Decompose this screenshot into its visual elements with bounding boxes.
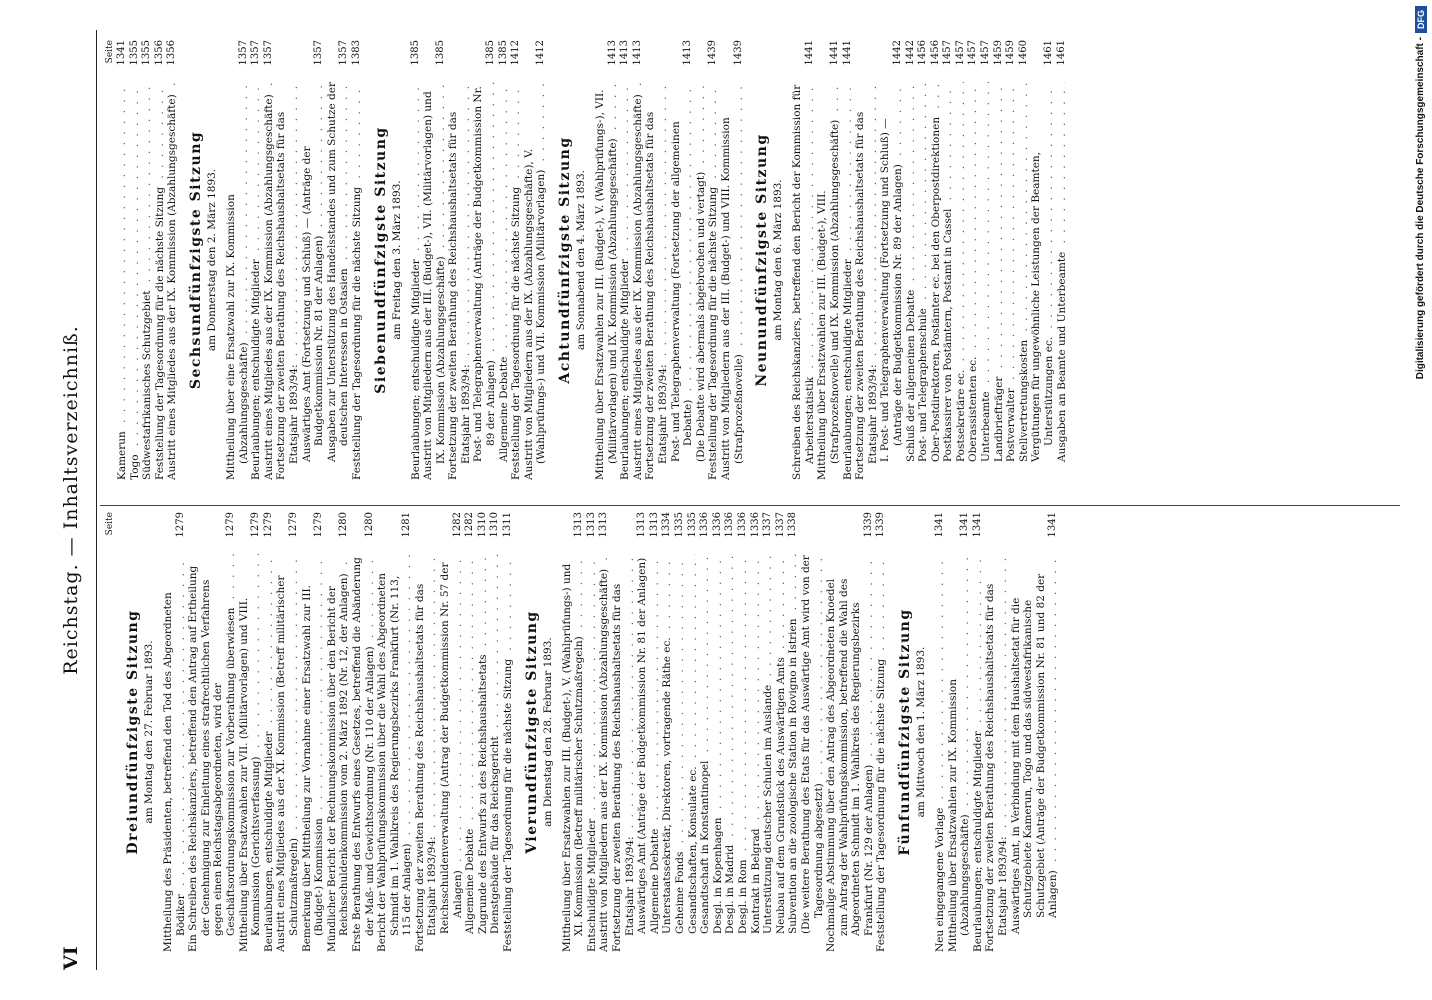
toc-entry: [439, 512, 464, 952]
toc-entry-text: Vergütungen für ungewöhnliche Leistungen der Beamten, Unterstützungen ec.: [1030, 151, 1056, 462]
toc-entry-text: Unterstaatssekretär, Direktoren, vortragende Räthe ec.: [661, 634, 673, 934]
toc-entry: [1018, 40, 1031, 480]
session-date: am Montag den 6. März 1893.: [772, 179, 785, 341]
toc-entry: [879, 40, 904, 480]
toc-entry-page: 1341: [116, 40, 127, 66]
toc-entry-page: 1355: [128, 40, 140, 66]
toc-entry-page: 1457: [967, 40, 979, 66]
toc-entry: [472, 40, 497, 480]
toc-entry-page: 1385: [497, 40, 509, 66]
toc-entry-page: 1279: [174, 512, 186, 538]
session-heading: [753, 40, 785, 480]
toc-entry: [707, 40, 720, 480]
toc-entry: [695, 40, 708, 480]
toc-entry-page: 1313: [648, 512, 660, 538]
toc-entry: [1010, 512, 1060, 952]
toc-entry-page: 1310: [489, 512, 501, 538]
toc-entry: [737, 512, 750, 952]
toc-entry: [875, 512, 888, 952]
toc-entry: [791, 40, 816, 480]
toc-entry: [414, 512, 439, 952]
seite-label: Seite: [105, 512, 115, 536]
toc-entry-text: Neubau auf dem Grundstück des Auswärtigen Amts: [775, 654, 787, 934]
toc-entry-page: 1413: [606, 40, 618, 66]
toc-entry: [934, 512, 947, 952]
toc-entry-text: Unterbeamte: [980, 388, 992, 462]
toc-entry-page: 1313: [585, 512, 597, 538]
toc-entry-page: 1280: [363, 512, 375, 538]
toc-entry-page: 1279: [287, 512, 299, 538]
column-divider: [100, 505, 1400, 506]
toc-entry-page: 1356: [153, 40, 165, 66]
toc-entry: [644, 40, 669, 480]
toc-entry: [649, 512, 662, 952]
toc-entry-text: Mittheilung des Präsidenten, betreffend den Tod des Abgeordneten Bödiker: [162, 592, 187, 952]
toc-entry-page: 1341: [934, 512, 946, 538]
toc-entry-page: 1279: [262, 512, 274, 538]
session-date: am Donnerstag den 2. März 1893.: [205, 168, 218, 352]
toc-entry-page: 1310: [476, 512, 488, 538]
toc-entry-text: Mittheilung über Ersatzwahlen zur IX. Kommission (Abzahlungsgeschäfte): [946, 679, 972, 952]
toc-entry: [842, 40, 855, 480]
session-title: Dreiundfünfzigste Sitzung: [125, 609, 141, 855]
page-number: VI: [60, 946, 82, 970]
toc-entry: [636, 512, 649, 952]
toc-entry-text: Mündlicher Bericht der Rechnungskommission über den Bericht der Reichsschuldenkommission vom 2. März 1892 (Nr. 12, der Anlagen): [326, 570, 351, 952]
toc-entry-text: Neu eingegangene Vorlage: [934, 805, 946, 952]
toc-entry-text: Postkassirer von Postämtern, Postamt in Cassel: [942, 206, 954, 462]
toc-entry-text: Desgl. in Rom: [737, 857, 749, 934]
dfg-footer: [1409, 0, 1432, 1000]
toc-entry-page: 1442: [904, 40, 916, 66]
toc-entry: [263, 512, 276, 952]
toc-entry: [263, 40, 276, 480]
toc-entry-page: 1341: [971, 512, 983, 538]
toc-entry: [510, 40, 523, 480]
toc-entry-page: 1280: [338, 512, 350, 538]
toc-entry: [187, 512, 237, 952]
toc-entry: [410, 40, 423, 480]
toc-entry-text: Landbriefträger: [993, 374, 1005, 462]
toc-entry-text: Beurlaubungen; entschuldigte Mitglieder: [250, 256, 262, 480]
toc-entry-page: 1439: [732, 40, 744, 66]
toc-entry-text: Fortsetzung der zweiten Berathung des Reichshaushaltsetats für das Etatsjahr 1893/94:: [644, 111, 669, 480]
toc-entry-page: 1456: [917, 40, 929, 66]
header-rule: [96, 30, 97, 970]
toc-entry-page: 1385: [434, 40, 446, 66]
toc-entry-text: Austritt von Mitgliedern aus der III. (Budget-) und VIII. Kommission (Strafprozeßnovelle): [719, 117, 745, 480]
toc-entry: [775, 512, 788, 952]
toc-entry-text: Austritt eines Mitgliedes aus der XI. Kommission (Betreff militärischer Schutzmaßregeln): [275, 575, 300, 952]
toc-entry-text: Mittheilung über Ersatzwahlen zur III. (Budget-), V. (Wahlprüfungs-) und XI. Kommission (Betreff militärischer Schutzmaßregeln): [560, 563, 586, 952]
toc-entry: [351, 512, 376, 952]
session-heading: [896, 512, 928, 952]
toc-entry-text: Allgemeine Debatte: [464, 826, 476, 934]
toc-entry: [1005, 40, 1018, 480]
toc-entry-page: 1385: [485, 40, 497, 66]
toc-entry: [917, 40, 930, 480]
toc-entry-page: 1337: [774, 512, 786, 538]
toc-entry-text: Beurlaubungen; entschuldigte Mitglieder: [619, 256, 631, 480]
toc-entry-text: Feststellung der Tagesordnung für die nächste Sitzung: [502, 656, 514, 952]
toc-entry: [905, 40, 918, 480]
toc-entry-page: 1311: [502, 512, 514, 538]
toc-entry: [464, 512, 477, 952]
toc-entry: [674, 512, 687, 952]
toc-entry-text: Gesandtschaft in Konstantinopel: [699, 758, 711, 934]
toc-entry-text: Mittheilung über eine Ersatzwahl zur IX. Kommission (Abzahlungsgeschäfte): [224, 194, 250, 480]
toc-entry-page: 1457: [980, 40, 992, 66]
session-title: Neunundfünfzigste Sitzung: [754, 133, 771, 387]
toc-entry-page: 1335: [673, 512, 685, 538]
toc-entry-page: 1412: [535, 40, 547, 66]
toc-entry: [489, 512, 502, 952]
toc-entry-text: Fortsetzung der zweiten Berathung des Reichshaushaltsetats für das Etatsjahr 1893/94:: [413, 583, 439, 952]
toc-entry: [787, 512, 800, 952]
session-heading: [556, 40, 588, 480]
toc-entry-text: Auswärtiges Amt (Anträge der Budgetkommission Nr. 81 der Anlagen): [636, 555, 648, 934]
toc-entry-page: 1279: [250, 512, 262, 538]
toc-entry-page: 1338: [787, 512, 799, 538]
toc-entry-page: 1337: [762, 512, 774, 538]
toc-entry-page: 1313: [573, 512, 585, 538]
toc-entry: [598, 512, 611, 952]
toc-entry: [116, 40, 129, 480]
toc-entry: [947, 512, 972, 952]
toc-entry-text: Austritt von Mitgliedern aus der IX. Kommission (Abzahlungsgeschäfte): [598, 566, 610, 952]
toc-entry-page: 1412: [510, 40, 522, 66]
toc-entry-text: Beurlaubungen; entschuldigte Mitglieder: [972, 728, 984, 952]
toc-entry: [762, 512, 775, 952]
toc-entry: [376, 512, 414, 952]
running-title: Reichstag. — Inhaltsverzeichniß.: [60, 325, 82, 675]
toc-entry: [238, 512, 263, 952]
toc-entry-text: Gesandtschaften, Konsulate ec.: [687, 763, 699, 934]
toc-entry: [993, 40, 1006, 480]
session-heading: [372, 40, 404, 480]
toc-entry-text: Auswärtiges Amt (Fortsetzung und Schluß) — (Anträge der Budgetkommission Nr. 81 der Anlagen): [300, 146, 326, 462]
toc-entry-text: Nochmalige Abstimmung über den Antrag des Abgeordneten Knoedel zum Antrag der Wahlprüfungskommission, betreffend die Wahl des Abgeordneten Schmidt im 1. Wahlkreis des Regierungsbezirks Frankfurt (Nr. 129 der Anlagen): [825, 578, 875, 952]
toc-entry-text: Reichsschuldenverwaltung (Antrag der Budgetkommission Nr. 57 der Anlagen): [439, 562, 464, 934]
toc-entry-text: Erste Berathung des Entwurfs eines Gesetzes, betreffend die Abänderung der Maß- und Gewichtsordnung (Nr. 110 der Anlagen): [350, 557, 376, 952]
toc-entry: [1030, 40, 1055, 480]
toc-entry-text: Postverwalter: [1005, 385, 1017, 462]
toc-entry: [1056, 40, 1069, 480]
toc-entry: [498, 40, 511, 480]
toc-entry-page: 1336: [749, 512, 761, 538]
toc-entry-text: Feststellung der Tagesordnung für die nächste Sitzung: [154, 184, 166, 480]
toc-entry-text: Austritt von Mitgliedern aus der IX. (Abzahlungsgeschäfte), V. (Wahlprüfungs-) und VII. Kommission (Militärvorlagen): [522, 148, 548, 480]
toc-entry: [720, 40, 745, 480]
toc-entry-page: 1383: [350, 40, 362, 66]
toc-entry-text: Oberassistenten ec.: [967, 353, 979, 462]
toc-entry-page: 1336: [724, 512, 736, 538]
toc-entry-page: 1457: [954, 40, 966, 66]
session-title: Sechsundfünfzigste Sitzung: [187, 130, 204, 390]
toc-entry-page: 1313: [636, 512, 648, 538]
dfg-credit: Digitalisierung gefördert durch die Deutsche Forschungsgemeinschaft -: [1415, 37, 1426, 380]
toc-entry-text: Desgl. in Madrid: [724, 842, 736, 934]
toc-entry-text: (Die weitere Berathung des Etats für das Auswärtige Amt wird von der Tagesordnung abgesetzt): [799, 555, 825, 934]
toc-entry-text: Geheime Fonds: [674, 849, 686, 934]
toc-entry-text: Beurlaubungen, entschuldigte Mitglieder: [263, 728, 275, 952]
toc-entry-text: Dienstgebäude für das Reichsgericht: [489, 733, 501, 934]
right-column: [104, 40, 1068, 480]
session-date: am Sonnabend den 4. März 1893.: [575, 170, 588, 350]
toc-entry: [301, 512, 326, 952]
toc-entry: [611, 512, 636, 952]
seite-label: Seite: [105, 40, 115, 64]
toc-entry-text: Austritt von Mitgliedern aus der III. (Budget-), VII. (Militärvorlagen) und IX. Kommission (Abzahlungsgeschäfte): [422, 91, 447, 480]
toc-entry-text: Post- und Telegraphenverwaltung (Anträge der Budgetkommission Nr. 89 der Anlagen): [472, 86, 498, 462]
toc-entry: [326, 40, 351, 480]
toc-entry-page: 1336: [699, 512, 711, 538]
toc-entry-page: 1281: [401, 512, 413, 538]
toc-entry-text: Schluß der allgemeinen Debatte: [905, 287, 917, 462]
toc-entry-page: 1355: [141, 40, 153, 66]
toc-entry: [502, 512, 515, 952]
toc-entry: [984, 512, 1009, 952]
toc-entry-page: 1339: [862, 512, 874, 538]
toc-entry-text: Fortsetzung der zweiten Berathung des Reichshaushaltsetats für das Etatsjahr 1893/94:: [275, 111, 300, 480]
toc-entry: [825, 512, 875, 952]
running-head: [60, 30, 90, 970]
toc-entry-text: Austritt eines Mitgliedes aus der IX. Kommission (Abzahlungsgeschäfte): [263, 91, 275, 480]
toc-entry-text: Ober-Postdirektoren, Postämter ec. bei den Oberpostdirektionen: [930, 114, 942, 462]
session-date: am Montag den 27. Februar 1893.: [143, 640, 155, 824]
toc-entry-text: Ausgaben an Beamte und Unterbeamte: [1056, 249, 1068, 462]
toc-entry-text: Mittheilung über Ersatzwahlen zur VII. (Militärvorlagen) und VIII. Kommission (Gerichtsverfassung): [237, 597, 263, 952]
toc-entry-text: Kontrakt in Belgrad: [750, 825, 762, 934]
session-date: am Freitag den 3. März 1893.: [390, 180, 403, 340]
toc-entry-text: Desgl. in Kopenhagen: [712, 814, 724, 934]
toc-entry-text: Fortsetzung der zweiten Berathung des Reichshaushaltsetats für das Etatsjahr 1893/94:: [447, 111, 472, 480]
toc-entry-page: 1461: [1055, 40, 1067, 66]
toc-entry-page: 1282: [464, 512, 476, 538]
toc-entry-text: Entschuldigte Mitglieder: [586, 816, 598, 952]
toc-entry-text: Feststellung der Tagesordnung für die nächste Sitzung: [351, 184, 363, 480]
toc-entry-text: Stellvertretungskosten: [1018, 337, 1030, 462]
toc-entry-text: Bericht der Wahlprüfungskommission über die Wahl des Abgeordneten Schmidt im 1. Wahlkreis des Regierungsbezirks Frankfurt (Nr. 113, 115 der Anlagen): [376, 572, 414, 952]
toc-entry-text: Feststellung der Tagesordnung für die nächste Sitzung: [707, 184, 719, 480]
dfg-logo: DFG: [1415, 6, 1427, 33]
toc-entry-text: (Die Debatte wird abermals abgebrochen und vertagt): [695, 169, 707, 462]
toc-entry-page: 1442: [891, 40, 903, 66]
toc-entry-text: Beurlaubungen; entschuldigte Mitglieder: [410, 256, 422, 480]
toc-entry-text: Unterstützung deutscher Schulen im Auslande: [762, 682, 774, 934]
toc-entry-page: 1335: [686, 512, 698, 538]
toc-entry-page: 1357: [338, 40, 350, 66]
toc-entry: [351, 40, 364, 480]
session-heading: [187, 40, 219, 480]
toc-entry: [447, 40, 472, 480]
toc-entry: [523, 40, 548, 480]
toc-entry-page: 1441: [828, 40, 840, 66]
toc-entry: [586, 512, 599, 952]
toc-entry-page: 1339: [875, 512, 887, 538]
toc-entry: [141, 40, 154, 480]
toc-entry-text: Ein Schreiben des Reichskanzlers, betreffend den Antrag auf Ertheilung der Genehmigung zur Einleitung eines strafrechtlichen Verfahrens gegen einen Reichstagsabgeordneten, wird der Geschäftsordnungskommission zur Vorberathung überwiesen: [187, 565, 237, 952]
toc-entry: [632, 40, 645, 480]
toc-entry: [594, 40, 619, 480]
toc-entry-page: 1459: [1005, 40, 1017, 66]
toc-entry-text: Austritt eines Mitgliedes aus der IX. Kommission (Abzahlungsgeschäfte): [632, 91, 644, 480]
toc-entry-page: 1357: [313, 40, 325, 66]
toc-entry: [154, 40, 167, 480]
toc-entry: [854, 40, 879, 480]
toc-entry-text: Subvention an die zoologische Station in Rovigno in Istrien: [787, 616, 799, 934]
toc-entry-page: 1357: [237, 40, 249, 66]
toc-entry-text: I. Post- und Telegraphenverwaltung (Fortsetzung und Schluß) — (Anträge der Budgetkommission Nr. 89 der Anlagen): [879, 118, 904, 462]
toc-entry-text: Beurlaubungen; entschuldigte Mitglieder: [842, 256, 854, 480]
toc-entry-text: Post- und Telegraphenverwaltung (Fortsetzung der allgemeinen Debatte): [669, 121, 695, 462]
toc-entry: [619, 40, 632, 480]
toc-entry: [980, 40, 993, 480]
toc-entry-text: Post- und Telegraphenschule: [917, 305, 929, 462]
toc-entry: [275, 40, 300, 480]
toc-entry: [166, 40, 179, 480]
toc-entry-text: Togo: [129, 451, 141, 480]
session-heading: [124, 512, 156, 952]
toc-entry: [422, 40, 447, 480]
toc-entry-text: Feststellung der Tagesordnung für die nächste Sitzung: [510, 184, 522, 480]
toc-entry: [955, 40, 968, 480]
toc-entry-page: 1413: [682, 40, 694, 66]
toc-entry: [699, 512, 712, 952]
toc-entry-page: 1341: [959, 512, 971, 538]
session-title: Achtundfünfzigste Sitzung: [557, 136, 574, 384]
toc-entry-text: Mittheilung über Ersatzwahlen zur III. (Budget-), VIII. (Strafprozeßnovelle) und IX. Kommission (Abzahlungsgeschäfte): [816, 117, 841, 480]
toc-entry-page: 1457: [942, 40, 954, 66]
toc-entry-text: Allgemeine Debatte: [649, 826, 661, 934]
toc-entry: [326, 512, 351, 952]
toc-entry-page: 1413: [619, 40, 631, 66]
toc-entry: [477, 512, 490, 952]
toc-entry: [750, 512, 763, 952]
toc-entry-page: 1461: [1043, 40, 1055, 66]
toc-entry: [800, 512, 825, 952]
toc-entry-text: Austritt eines Mitgliedes aus der IX. Kommission (Abzahlungsgeschäfte): [166, 91, 178, 480]
toc-entry: [129, 40, 142, 480]
toc-entry-page: 1356: [166, 40, 178, 66]
toc-entry-page: 1413: [631, 40, 643, 66]
toc-entry-text: Mittheilung über Ersatzwahlen zur III. (Budget-), V. (Wahlprüfungs-), VII. (Militärvorlagen) und IX. Kommission (Abzahlungsgeschäfte): [594, 89, 619, 480]
toc-entry-text: Schreiben des Reichskanzlers, betreffend den Bericht der Kommission für Arbeiterstatistik: [791, 84, 816, 480]
toc-entry-text: Auswärtiges Amt, in Verbindung mit dem Haushaltsetat für die Schutzgebiete Kamerun, Togo und das südwestafrikanische Schutzgebiet (Anträge der Budgetkommission Nr. 81 und 82 der Anlagen): [1009, 573, 1060, 934]
toc-entry: [561, 512, 586, 952]
toc-entry: [972, 512, 985, 952]
toc-entry-page: 1439: [707, 40, 719, 66]
toc-entry-page: 1357: [262, 40, 274, 66]
left-column: [104, 512, 1060, 952]
toc-entry-text: Südwestafrikanisches Schutzgebiet: [141, 287, 153, 480]
toc-entry-page: 1460: [1017, 40, 1029, 66]
toc-entry-page: 1357: [250, 40, 262, 66]
toc-entry: [301, 40, 326, 480]
toc-entry-page: 1279: [313, 512, 325, 538]
toc-entry-page: 1313: [598, 512, 610, 538]
toc-entry: [930, 40, 943, 480]
toc-entry-page: 1459: [992, 40, 1004, 66]
toc-entry-page: 1456: [929, 40, 941, 66]
toc-entry-text: Bemerkung über Mittheilung zur Vornahme einer Ersatzwahl zur III. (Budget-) Kommission: [300, 585, 326, 952]
toc-entry-text: Zugrunde des Entwurfs zu des Reichshaushaltsetats: [477, 651, 489, 934]
toc-entry: [250, 40, 263, 480]
session-date: am Dienstag den 28. Februar 1893.: [541, 637, 554, 827]
toc-entry-text: Ausgaben zur Unterstützung des Handelsstandes und zum Schutze der deutschen Interessen in Ostasien: [325, 82, 351, 462]
toc-entry-text: Fortsetzung der zweiten Berathung des Reichshaushaltsetats für das Etatsjahr 1893/94:: [984, 583, 1010, 952]
toc-entry: [162, 512, 187, 952]
toc-entry: [670, 40, 695, 480]
toc-entry-page: 1282: [451, 512, 463, 538]
session-title: Siebenundfünfzigste Sitzung: [372, 126, 389, 394]
toc-entry-text: Kamerun: [116, 428, 128, 480]
toc-entry: [712, 512, 725, 952]
toc-entry-page: 1336: [736, 512, 748, 538]
toc-entry-page: 1441: [841, 40, 853, 66]
toc-entry-page: 1385: [409, 40, 421, 66]
toc-entry-text: Feststellung der Tagesordnung für die nächste Sitzung: [875, 656, 887, 952]
toc-entry: [967, 40, 980, 480]
toc-entry-text: Fortsetzung der zweiten Berathung des Reichshaushaltsetats für das Etatsjahr 1893/94:: [854, 111, 879, 480]
toc-entry: [225, 40, 250, 480]
toc-entry: [687, 512, 700, 952]
session-heading: [523, 512, 555, 952]
toc-entry-text: Postsekretäre ec.: [955, 367, 967, 462]
session-title: Vierundfünfzigste Sitzung: [523, 610, 540, 854]
session-title: Fünfundfünfzigste Sitzung: [897, 608, 914, 856]
toc-entry: [942, 40, 955, 480]
toc-entry-text: Fortsetzung der zweiten Berathung des Reichshaushaltsetats für das Etatsjahr 1893/94:: [611, 583, 636, 952]
toc-entry: [724, 512, 737, 952]
toc-entry-page: 1334: [661, 512, 673, 538]
toc-entry-page: 1279: [224, 512, 236, 538]
toc-entry: [661, 512, 674, 952]
session-date: am Mittwoch den 1. März 1893.: [915, 646, 928, 818]
toc-entry-text: Allgemeine Debatte: [498, 354, 510, 462]
toc-entry-page: 1336: [711, 512, 723, 538]
toc-entry: [275, 512, 300, 952]
toc-entry-page: 1441: [803, 40, 815, 66]
toc-entry-page: 1341: [1047, 512, 1059, 538]
toc-entry: [816, 40, 841, 480]
